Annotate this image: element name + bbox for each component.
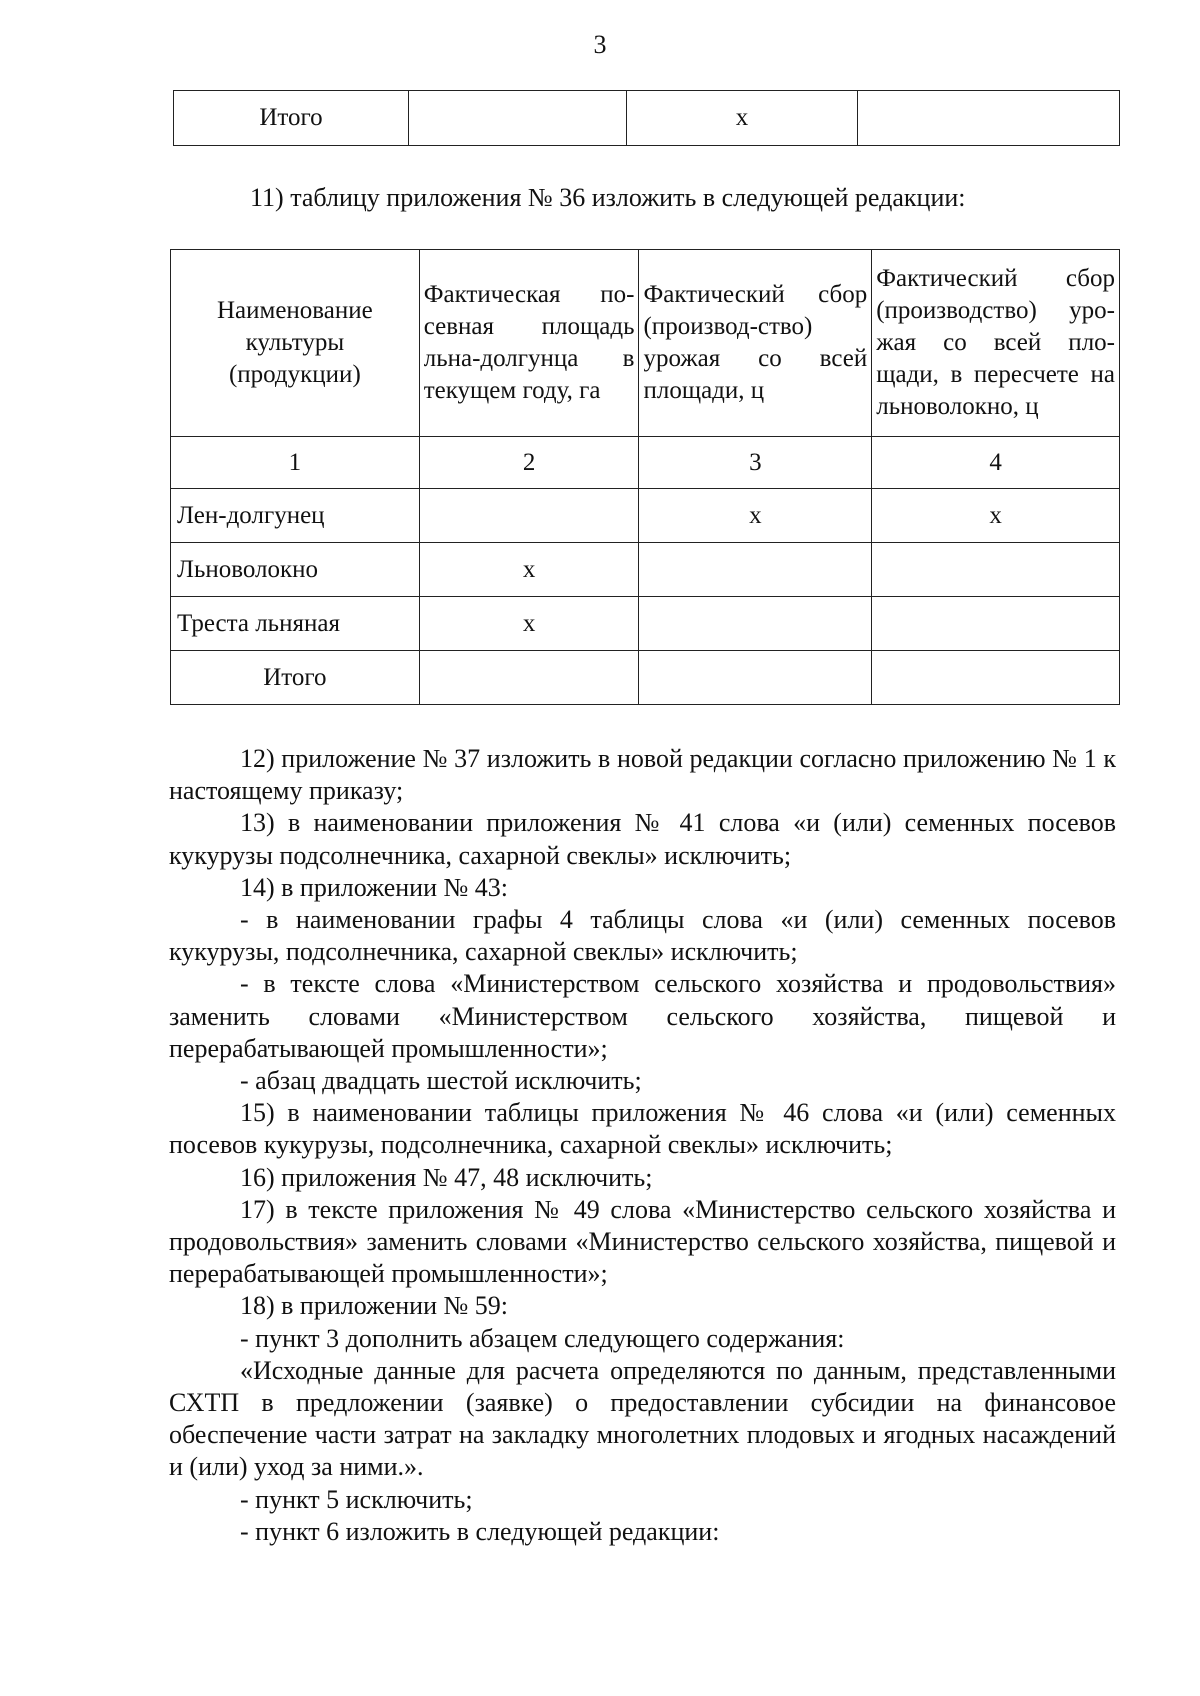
table-intro-text: 11) таблицу приложения № 36 изложить в следующей редакции: [250, 183, 966, 212]
table-header-cell: Фактическая по-севная площадь льна-долгунца в текущем году, га [419, 250, 639, 437]
column-number-row [171, 437, 1120, 489]
paragraph: 14) в приложении № 43: [240, 872, 509, 902]
table-header-cell: Фактический сбор (производство) уро-жая со всей пло-щади, в пересчете на льноволокно, ц [872, 250, 1120, 437]
column-number: 1 [171, 437, 420, 489]
table-cell [419, 651, 639, 705]
table-cell: х [419, 597, 639, 651]
paragraph: - в наименовании графы 4 таблицы слова «и (или) семенных посевов кукурузы, подсолнечника, сахарной свеклы» исключить; [169, 905, 1116, 967]
table-cell [872, 597, 1120, 651]
table-cell [858, 91, 1120, 146]
paragraph: 17) в тексте приложения № 49 слова «Министерство сельского хозяйства и продовольствия» заменить словами «Министерство сельского хозяйства, пищевой и перерабатывающей промышленности»; [169, 1194, 1116, 1289]
paragraph: 13) в наименовании приложения № 41 слова «и (или) семенных посевов кукурузы подсолнечника, сахарной свеклы» исключить; [169, 808, 1116, 870]
table-row [174, 91, 1120, 146]
paragraph: - пункт 6 изложить в следующей редакции: [240, 1516, 720, 1546]
table-cell: Итого [174, 91, 409, 146]
paragraph: - пункт 5 исключить; [240, 1484, 473, 1514]
page-number: 3 [593, 30, 607, 59]
paragraph: 16) приложения № 47, 48 исключить; [240, 1162, 653, 1192]
document-body [169, 743, 1116, 1548]
table-header-cell: Фактический сбор (производ-ство) урожая со всей площади, ц [639, 250, 872, 437]
table-cell: Лен-долгунец [171, 489, 420, 543]
table-cell: х [872, 489, 1120, 543]
table-cell [639, 651, 872, 705]
table-cell: х [419, 543, 639, 597]
table-cell: х [627, 91, 858, 146]
paragraph: 18) в приложении № 59: [240, 1291, 509, 1321]
table-row [171, 597, 1120, 651]
table-cell [409, 91, 627, 146]
table-cell [639, 597, 872, 651]
table-cell: Итого [171, 651, 420, 705]
table-cell [419, 489, 639, 543]
column-number: 4 [872, 437, 1120, 489]
table-header-cell: Наименование культуры (продукции) [171, 250, 420, 437]
table-cell: Треста льняная [171, 597, 420, 651]
column-number: 2 [419, 437, 639, 489]
table-cell [872, 543, 1120, 597]
paragraph: 15) в наименовании таблицы приложения № 46 слова «и (или) семенных посевов кукурузы, подсолнечника, сахарной свеклы» исключить; [169, 1098, 1116, 1160]
paragraph: - в тексте слова «Министерством сельского хозяйства и продовольствия» заменить словами «Министерством сельского хозяйства, пищевой и перерабатывающей промышленности»; [169, 969, 1116, 1063]
paragraph: - пункт 3 дополнить абзацем следующего содержания: [240, 1323, 845, 1353]
table-cell [639, 543, 872, 597]
table-row [171, 543, 1120, 597]
previous-table-total-row [173, 90, 1120, 146]
appendix-36-table [170, 249, 1120, 705]
table-row [171, 651, 1120, 705]
column-number: 3 [639, 437, 872, 489]
table-cell: х [639, 489, 872, 543]
table-cell: Льноволокно [171, 543, 420, 597]
paragraph: - абзац двадцать шестой исключить; [240, 1066, 642, 1096]
table-cell [872, 651, 1120, 705]
paragraph: «Исходные данные для расчета определяются по данным, представленными СХТП в предложении (заявке) о предоставлении субсидии на финансовое обеспечение части затрат на закладку многолетних плодовых и ягодных насаждений и (или) уход за ними.». [169, 1355, 1116, 1482]
paragraph: 12) приложение № 37 изложить в новой редакции согласно приложению № 1 к настоящему приказу; [169, 744, 1116, 806]
table-header-row [171, 250, 1120, 437]
table-row [171, 489, 1120, 543]
